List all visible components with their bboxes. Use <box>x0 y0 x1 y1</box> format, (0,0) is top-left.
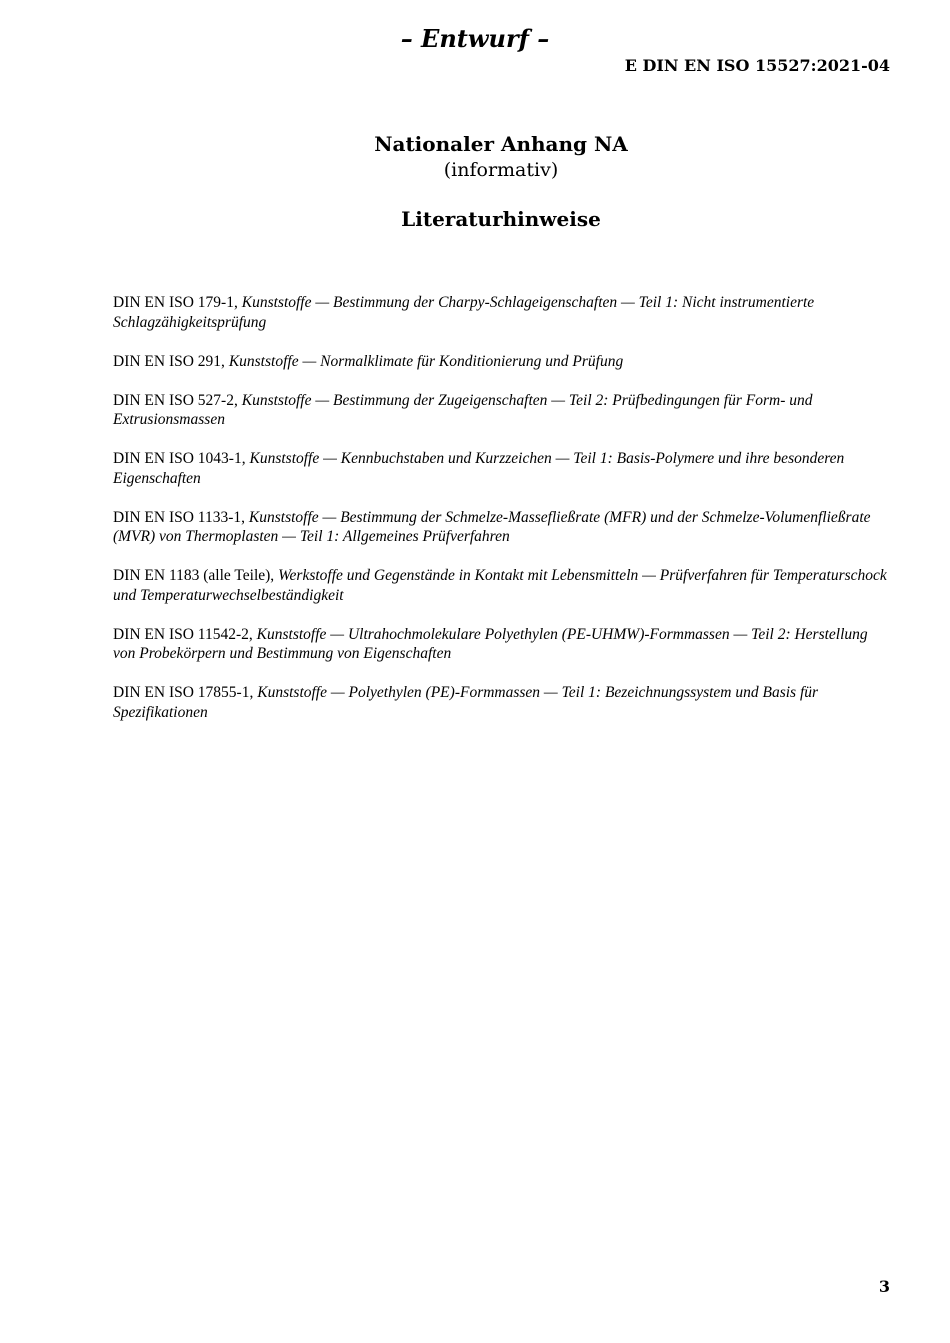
reference-list <box>113 293 893 742</box>
reference-item <box>113 293 893 332</box>
reference-title: Kunststoffe — Bestimmung der Zugeigenschaften — Teil 2: Prüfbedingungen für Form- und Extrusionsmassen <box>113 391 813 428</box>
section-title: Literaturhinweise <box>401 207 601 231</box>
reference-title: Kunststoffe — Kennbuchstaben und Kurzzeichen — Teil 1: Basis-Polymere und ihre besonderen Eigenschaften <box>113 450 845 487</box>
reference-designation: DIN EN ISO 1133-1, <box>113 508 246 526</box>
reference-designation: DIN EN ISO 11542-2, <box>113 625 253 643</box>
reference-item <box>113 508 893 547</box>
reference-item <box>113 449 893 488</box>
reference-item <box>113 352 893 372</box>
document-id: E DIN EN ISO 15527:2021-04 <box>624 56 890 75</box>
reference-item <box>113 391 893 430</box>
reference-item <box>113 683 893 722</box>
draft-watermark: – Entwurf – <box>400 24 550 53</box>
reference-designation: DIN EN ISO 1043-1, <box>113 450 246 467</box>
reference-title: Kunststoffe — Normalklimate für Konditionierung und Prüfung <box>228 352 624 370</box>
reference-title: Werkstoffe und Gegenstände in Kontakt mit Lebensmitteln — Prüfverfahren für Temperaturschock und Temperaturwechselbeständigkeit <box>113 567 887 604</box>
reference-designation: DIN EN 1183 (alle Teile), <box>113 567 275 584</box>
reference-designation: DIN EN ISO 527-2, <box>113 391 238 409</box>
reference-title: Kunststoffe — Bestimmung der Schmelze-Massefließrate (MFR) und der Schmelze-Volumenfließrate (MVR) von Thermoplasten — Teil 1: Allgemeines Prüfverfahren <box>113 508 871 545</box>
annex-title: Nationaler Anhang NA <box>374 132 628 156</box>
reference-title: Kunststoffe — Bestimmung der Charpy-Schlageigenschaften — Teil 1: Nicht instrumentierte Schlagzähigkeitsprüfung <box>113 294 815 331</box>
reference-item <box>113 625 893 664</box>
page-number: 3 <box>878 1277 890 1296</box>
reference-designation: DIN EN ISO 291, <box>113 352 225 370</box>
reference-item <box>113 566 893 605</box>
reference-title: Kunststoffe — Polyethylen (PE)-Formmassen — Teil 1: Bezeichnungssystem und Basis für Spezifikationen <box>113 684 819 721</box>
reference-designation: DIN EN ISO 179-1, <box>113 294 238 311</box>
reference-designation: DIN EN ISO 17855-1, <box>113 684 254 701</box>
reference-title: Kunststoffe — Ultrahochmolekulare Polyethylen (PE-UHMW)-Formmassen — Teil 2: Herstellung von Probekörpern und Bestimmung von Eigenschaften <box>113 625 868 662</box>
annex-subtitle: (informativ) <box>443 159 559 181</box>
